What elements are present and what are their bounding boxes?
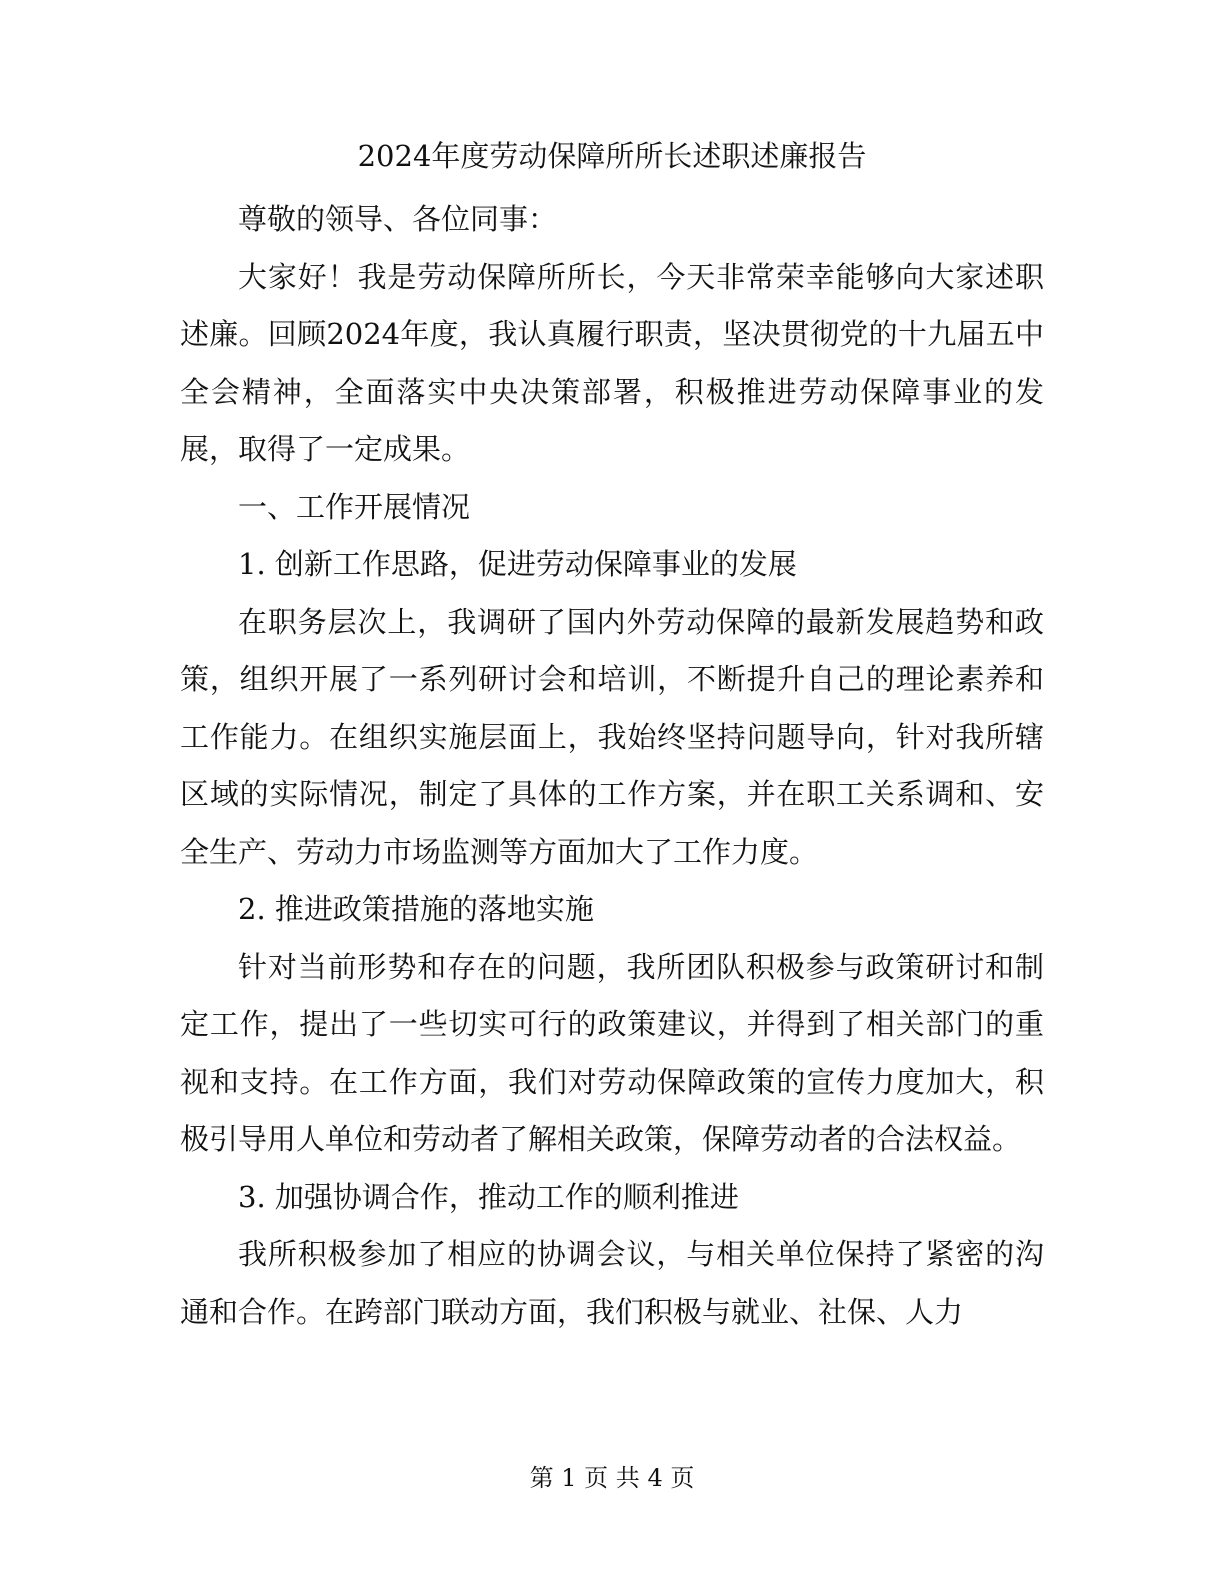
paragraph-2: 针对当前形势和存在的问题，我所团队积极参与政策研讨和制定工作，提出了一些切实可行的政策建议，并得到了相关部门的重视和支持。在工作方面，我们对劳动保障政策的宣传力度加大，积极引导用人单位和劳动者了解相关政策，保障劳动者的合法权益。 bbox=[180, 949, 1044, 1156]
subheading-1: 1. 创新工作思路，促进劳动保障事业的发展 bbox=[238, 547, 797, 581]
paragraph-1: 在职务层次上，我调研了国内外劳动保障的最新发展趋势和政策，组织开展了一系列研讨会和培训，不断提升自己的理论素养和工作能力。在组织实施层面上，我始终坚持问题导向，针对我所辖区域的实际情况，制定了具体的工作方案，并在职工关系调和、安全生产、劳动力市场监测等方面加大了工作力度。 bbox=[180, 604, 1044, 869]
paragraph-3: 我所积极参加了相应的协调会议，与相关单位保持了紧密的沟通和合作。在跨部门联动方面，我们积极与就业、社保、人力 bbox=[180, 1237, 1044, 1329]
subheading-3: 3. 加强协调合作，推动工作的顺利推进 bbox=[238, 1179, 739, 1214]
section-heading-1: 一、工作开展情况 bbox=[238, 489, 471, 524]
paragraph-intro: 大家好！我是劳动保障所所长，今天非常荣幸能够向大家述职述廉。回顾2024年度，我认真履行职责，坚决贯彻党的十九届五中全会精神，全面落实中央决策部署，积极推进劳动保障事业的发展，取得了一定成果。 bbox=[180, 259, 1044, 466]
document-title: 2024年度劳动保障所所长述职述廉报告 bbox=[357, 139, 867, 173]
salutation: 尊敬的领导、各位同事： bbox=[238, 202, 558, 236]
subheading-2: 2. 推进政策措施的落地实施 bbox=[238, 892, 594, 926]
page-number-footer: 第 1 页 共 4 页 bbox=[529, 1464, 695, 1492]
document-body bbox=[180, 191, 1044, 1341]
